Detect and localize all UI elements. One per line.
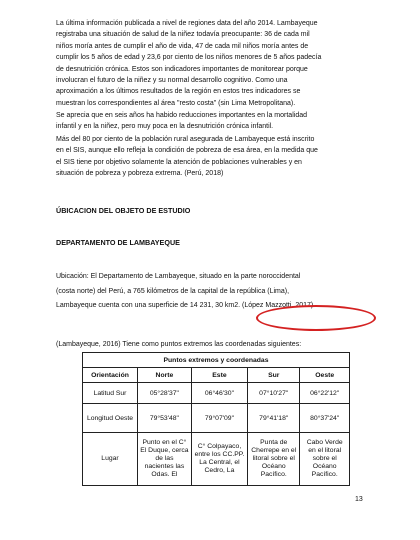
text-line: aproximación a los últimos resultados de la región en estos tres indicadores se [56, 88, 301, 96]
text-line: el SIS tiene por objetivo solamente la atención de poblaciones vulnerables y en [56, 158, 302, 166]
text-line: niños moría antes de cumplir el año de vida, 47 de cada mil niños moría antes de [56, 42, 309, 50]
section-heading-department: DEPARTAMENTO DE LAMBAYEQUE [56, 238, 180, 247]
table-row [83, 383, 350, 404]
text-line: La última información publicada a nivel de regiones data del año 2014. Lambayeque [56, 20, 318, 27]
text-line: Se aprecia que en seis años ha habido reducciones importantes en la mortalidad [56, 112, 307, 119]
row-label: Longitud Oeste [83, 404, 138, 433]
table-title-row [83, 353, 350, 368]
table-header-cell: Este [191, 368, 247, 383]
text-line: (Lambayeque, 2016) Tiene como puntos extremos las coordenadas siguientes: [56, 341, 302, 348]
paragraph-health-statistics [56, 18, 371, 109]
table-cell: 79°07'09" [191, 404, 247, 433]
text-line: registraba una situación de salud de la niñez todavía preocupante: 36 de cada mil [56, 31, 310, 39]
table-cell: 07°10'27" [248, 383, 300, 404]
table-header-cell: Sur [248, 368, 300, 383]
table-cell: 80°37'24" [300, 404, 350, 433]
table-cell: Cabo Verde en el litoral sobre el Océano Pacífico. [300, 433, 350, 486]
table-header-cell: Orientación [83, 368, 138, 383]
red-annotation-ellipse [256, 305, 376, 331]
table-header-cell: Norte [138, 368, 192, 383]
table-cell: Punta de Cherrepe en el litoral sobre el Océano Pacífico. [248, 433, 300, 486]
table-cell: 06°46'30" [191, 383, 247, 404]
table-row [83, 404, 350, 433]
text-line: infantil y en la niñez, pero muy poca en la desnutrición crónica infantil. [56, 123, 274, 131]
table-intro-text [56, 339, 371, 350]
text-line: en el SIS, aunque ello refleja la condición de pobreza de esa área, en la medida que [56, 147, 318, 155]
text-line: Más del 80 por ciento de la población rural asegurada de Lambayeque está inscrito [56, 136, 315, 143]
table-header-cell: Oeste [300, 368, 350, 383]
text-line: involucran el futuro de la niñez y su normal desarrollo cognitivo. Como una [56, 77, 288, 85]
table-row [83, 433, 350, 486]
table-cell: 79°53'48" [138, 404, 192, 433]
table-cell: 06°22'12" [300, 383, 350, 404]
text-line: cumplir los 5 años de edad y 23,6 por ciento de los niños menores de 5 años padecía [56, 54, 322, 62]
row-label: Lugar [83, 433, 138, 486]
text-line: de desnutrición crónica. Estos son indicadores importantes de monitorear porque [56, 65, 308, 73]
text-line: (costa norte) del Perú, a 765 kilómetros de la capital de la república (Lima), [56, 287, 290, 295]
section-heading-location: ÚBICACION DEL OBJETO DE ESTUDIO [56, 206, 191, 215]
text-line: situación de pobreza y pobreza extrema. (Perú, 2018) [56, 170, 224, 178]
paragraph-sis-coverage [56, 134, 371, 180]
text-line: muestran los correspondientes al área "resto costa" (sin Lima Metropolitana). [56, 99, 296, 107]
table-cell: 05°28'37" [138, 383, 192, 404]
coordinates-table [82, 352, 350, 486]
table-cell: 79°41'18" [248, 404, 300, 433]
table-header-row [83, 368, 350, 383]
table-title: Puntos extremos y coordenadas [83, 353, 350, 368]
page-number: 13 [355, 496, 363, 503]
text-line: Lambayeque cuenta con una superficie de 14 231, 30 km2. (López Mazzotti, 2017) [56, 302, 314, 309]
paragraph-mortality-reduction [56, 110, 371, 133]
table-cell: Punto en el C° El Duque, cerca de las nacientes las Odas. El [138, 433, 192, 486]
text-line: Ubicación: El Departamento de Lambayeque, situado en la parte noroccidental [56, 273, 301, 280]
table-cell: C° Colpayaco, entre los CC.PP. La Central, el Cedro, La [191, 433, 247, 486]
row-label: Latitud Sur [83, 383, 138, 404]
